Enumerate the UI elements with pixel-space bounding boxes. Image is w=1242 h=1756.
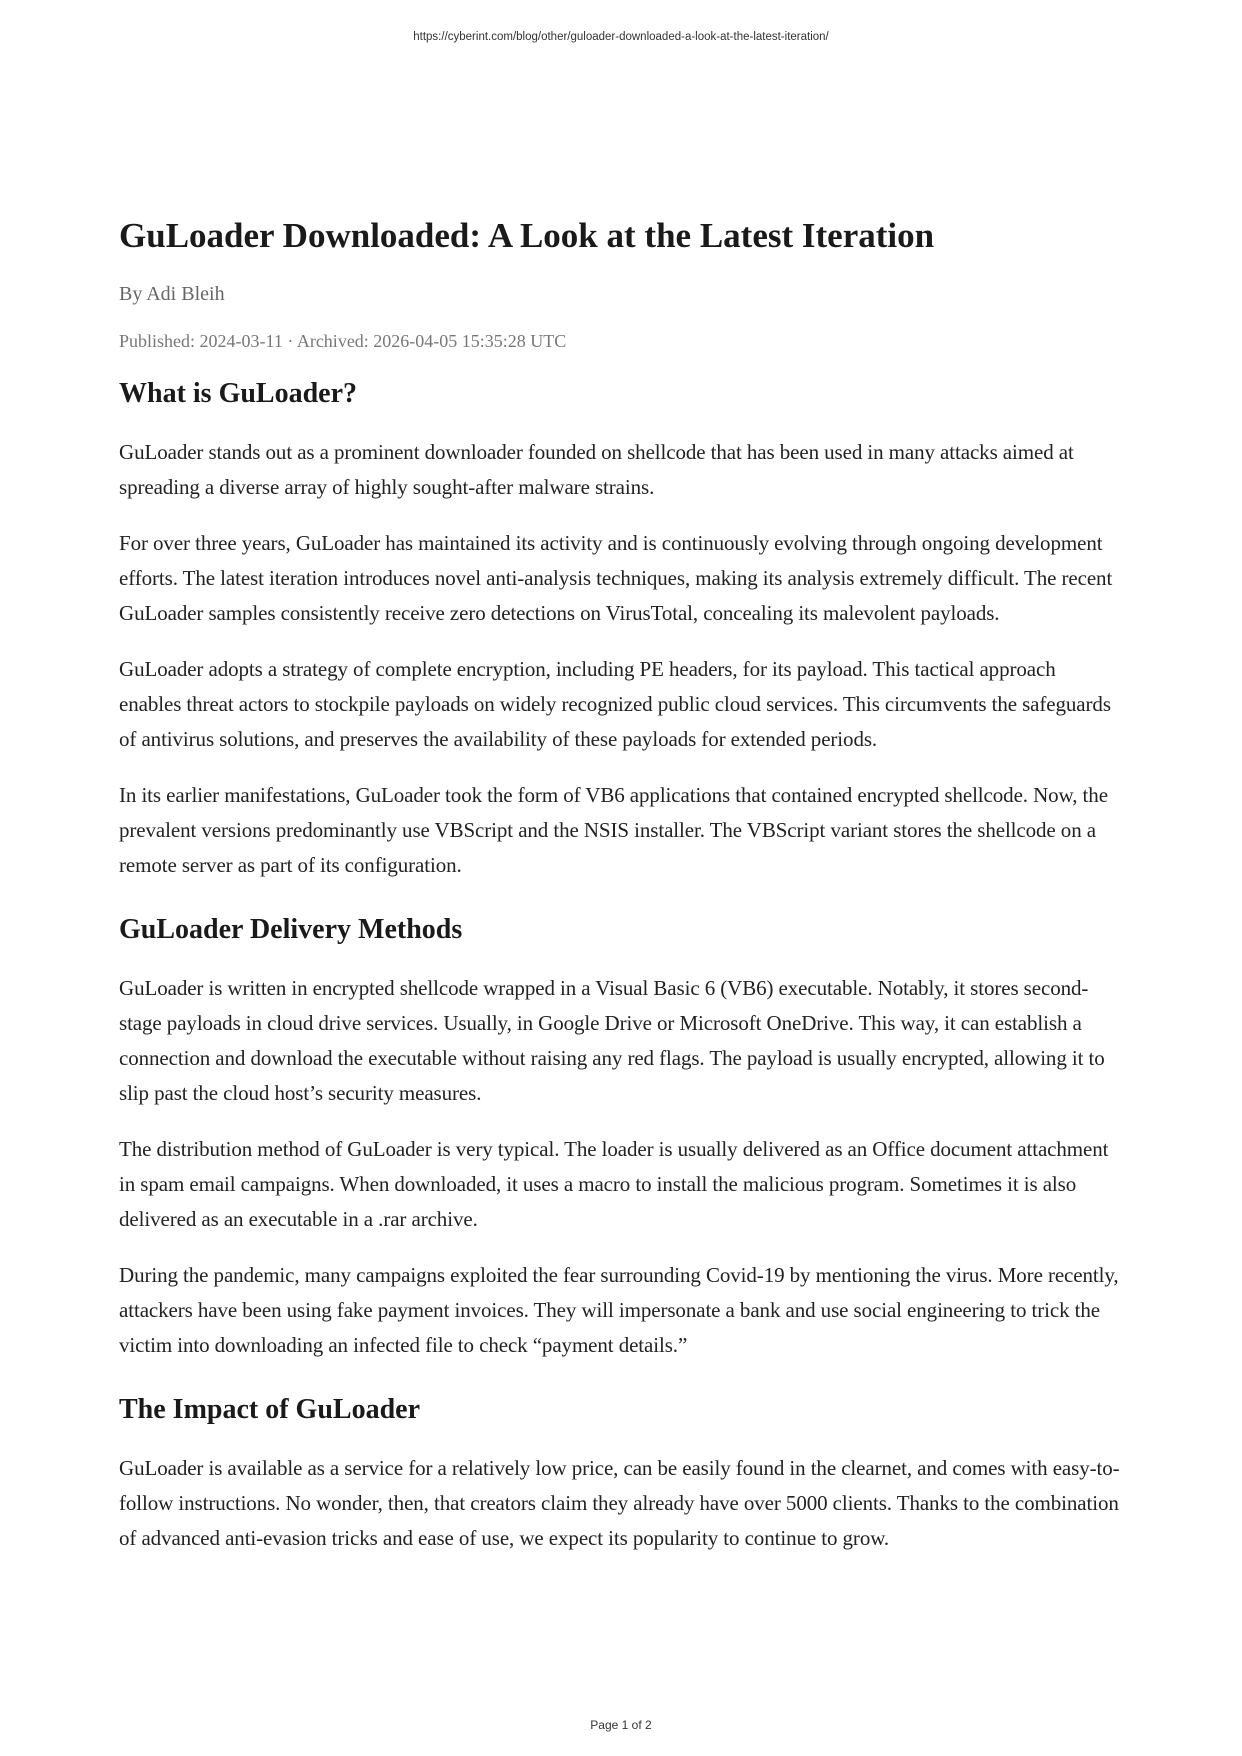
page-number: Page 1 of 2 xyxy=(590,1718,652,1732)
article-author: By Adi Bleih xyxy=(119,283,225,305)
paragraph: GuLoader is available as a service for a relatively low price, can be easily found in the clearnet, and comes with easy-to-follow instructions. No wonder, then, that creators claim they already have over 5000 clients. Thanks to the combination of advanced anti-evasion tricks and ease of use, we expect its popularity to continue to grow. xyxy=(119,1456,1120,1550)
paragraph: For over three years, GuLoader has maintained its activity and is continuously evolving through ongoing development efforts. The latest iteration introduces novel anti-analysis techniques, making its analysis extremely difficult. The recent GuLoader samples consistently receive zero detections on VirusTotal, concealing its malevolent payloads. xyxy=(119,531,1113,625)
paragraph: GuLoader adopts a strategy of complete encryption, including PE headers, for its payload. This tactical approach enables threat actors to stockpile payloads on widely recognized public cloud services. This circumvents the safeguards of antivirus solutions, and preserves the availability of these payloads for extended periods. xyxy=(119,657,1111,751)
section-heading: GuLoader Delivery Methods xyxy=(119,914,463,945)
section-what-is-guloader xyxy=(119,374,1123,883)
paragraph: GuLoader stands out as a prominent downloader founded on shellcode that has been used in many attacks aimed at spreading a diverse array of highly sought-after malware strains. xyxy=(119,440,1074,499)
section-heading: The Impact of GuLoader xyxy=(119,1394,420,1425)
article-title: GuLoader Downloaded: A Look at the Latest Iteration xyxy=(119,216,935,255)
paragraph: During the pandemic, many campaigns exploited the fear surrounding Covid-19 by mentioning the virus. More recently, attackers have been using fake payment invoices. They will impersonate a bank and use social engineering to trick the victim into downloading an infected file to check “payment details.” xyxy=(119,1263,1119,1357)
section-delivery-methods xyxy=(119,910,1123,1363)
article xyxy=(119,212,1123,1556)
paragraph: The distribution method of GuLoader is very typical. The loader is usually delivered as an Office document attachment in spam email campaigns. When downloaded, it uses a macro to install the malicious program. Sometimes it is also delivered as an executable in a .rar archive. xyxy=(119,1137,1109,1231)
source-url: https://cyberint.com/blog/other/guloader-downloaded-a-look-at-the-latest-iteration/ xyxy=(413,31,829,43)
paragraph: GuLoader is written in encrypted shellcode wrapped in a Visual Basic 6 (VB6) executable. Notably, it stores second-stage payloads in cloud drive services. Usually, in Google Drive or Microsoft OneDrive. This way, it can establish a connection and download the executable without raising any red flags. The payload is usually encrypted, allowing it to slip past the cloud host’s security measures. xyxy=(119,976,1105,1105)
section-heading: What is GuLoader? xyxy=(119,378,358,409)
article-meta: Published: 2024-03-11 · Archived: 2026-04-05 15:35:28 UTC xyxy=(119,331,567,351)
section-impact xyxy=(119,1390,1123,1556)
paragraph: In its earlier manifestations, GuLoader took the form of VB6 applications that contained encrypted shellcode. Now, the prevalent versions predominantly use VBScript and the NSIS installer. The VBScript variant stores the shellcode on a remote server as part of its configuration. xyxy=(119,783,1108,877)
